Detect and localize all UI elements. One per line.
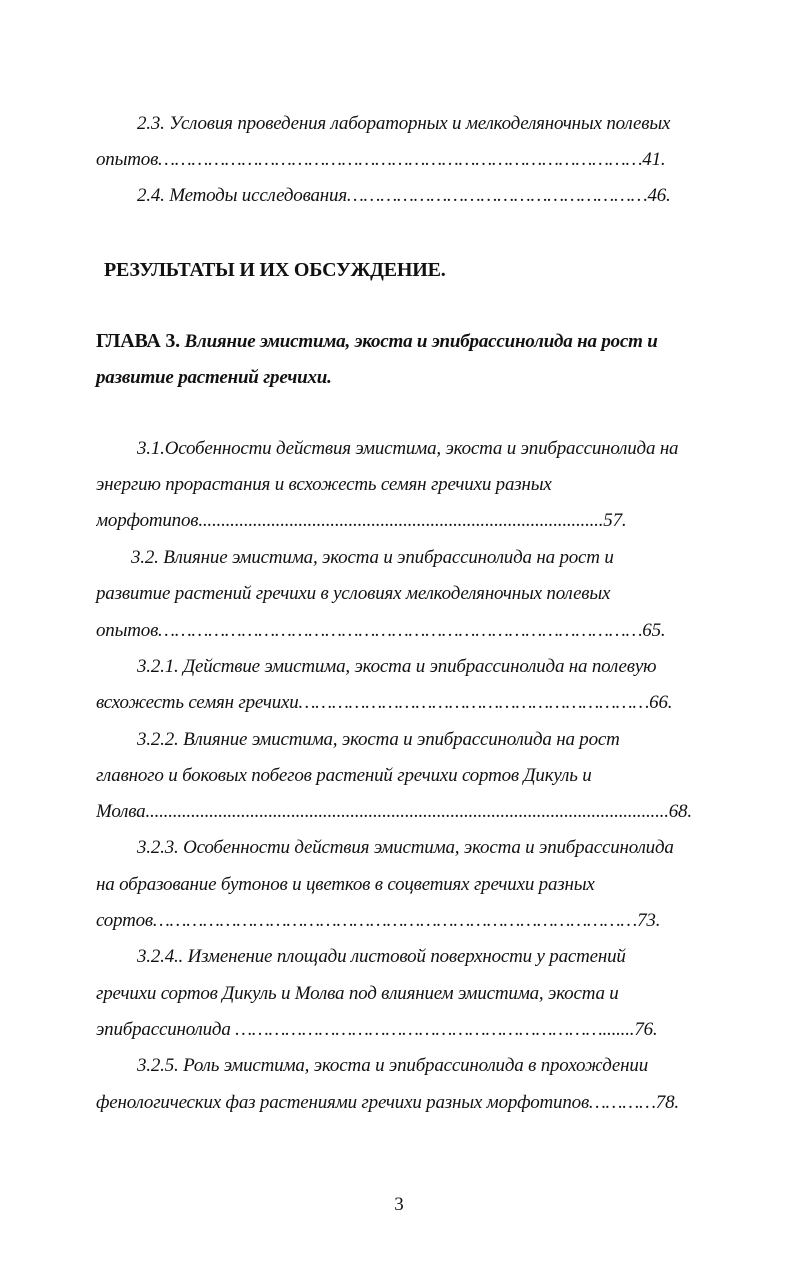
toc-entry-3-2-3-line1: 3.2.3. Особенности действия эмистима, экоста и эпибрассинолида bbox=[137, 837, 674, 858]
toc-entry-2-3-line1: 2.3. Условия проведения лабораторных и мелкоделяночных полевых bbox=[137, 113, 671, 134]
toc-entry-3-2-1-line2: всхожесть семян гречихи………………………………………………………66. bbox=[96, 692, 673, 713]
toc-entry-3-2-2-line1: 3.2.2. Влияние эмистима, экоста и эпибрассинолида на рост bbox=[137, 729, 620, 750]
toc-entry-3-2-2-line2: главного и боковых побегов растений гречихи сортов Дикуль и bbox=[96, 765, 592, 786]
toc-entry-3-2-4-line3: эпибрассинолида ………………………………………………………….......76. bbox=[96, 1019, 658, 1040]
toc-entry-3-2-4-line1: 3.2.4.. Изменение площади листовой поверхности у растений bbox=[137, 946, 626, 967]
toc-entry-3-2-4-line2: гречихи сортов Дикуль и Молва под влиянием эмистима, экоста и bbox=[96, 983, 619, 1004]
toc-entry-2-4: 2.4. Методы исследования………………………………………………46. bbox=[137, 185, 671, 206]
results-heading: РЕЗУЛЬТАТЫ И ИХ ОБСУЖДЕНИЕ. bbox=[104, 259, 446, 281]
toc-entry-2-3-line2: опытов……………………………………………………………………………41. bbox=[96, 149, 666, 170]
toc-entry-3-1-line3: морфотипов.........................................................................................57. bbox=[96, 510, 627, 531]
toc-entry-3-2-1-line1: 3.2.1. Действие эмистима, экоста и эпибрассинолида на полевую bbox=[137, 656, 657, 677]
toc-entry-3-2-2-line3: Молва...................................................................................................................68. bbox=[96, 801, 692, 822]
chapter-3-heading-line2: развитие растений гречихи. bbox=[96, 367, 332, 388]
chapter-3-title-part1: Влияние эмистима, экоста и эпибрассинолида на рост и bbox=[184, 331, 658, 352]
toc-entry-3-2-5-line2: фенологических фаз растениями гречихи разных морфотипов…………78. bbox=[96, 1092, 679, 1113]
toc-entry-3-1-line1: 3.1.Особенности действия эмистима, экоста и эпибрассинолида на bbox=[137, 438, 679, 459]
toc-entry-3-2-3-line3: сортов……………………………………………………………………………73. bbox=[96, 910, 661, 931]
toc-entry-3-2-line2: развитие растений гречихи в условиях мелкоделяночных полевых bbox=[96, 583, 611, 604]
chapter-3-heading-line1 bbox=[96, 329, 658, 354]
toc-entry-3-2-3-line2: на образование бутонов и цветков в соцветиях гречихи разных bbox=[96, 874, 595, 895]
toc-entry-3-2-line3: опытов……………………………………………………………………………65. bbox=[96, 620, 666, 641]
toc-entry-3-2-line1: 3.2. Влияние эмистима, экоста и эпибрассинолида на рост и bbox=[131, 547, 614, 568]
chapter-3-prefix: ГЛАВА 3. bbox=[96, 330, 180, 352]
page-number: 3 bbox=[394, 1194, 404, 1215]
toc-entry-3-2-5-line1: 3.2.5. Роль эмистима, экоста и эпибрассинолида в прохождении bbox=[137, 1055, 648, 1076]
toc-entry-3-1-line2: энергию прорастания и всхожесть семян гречихи разных bbox=[96, 474, 552, 495]
